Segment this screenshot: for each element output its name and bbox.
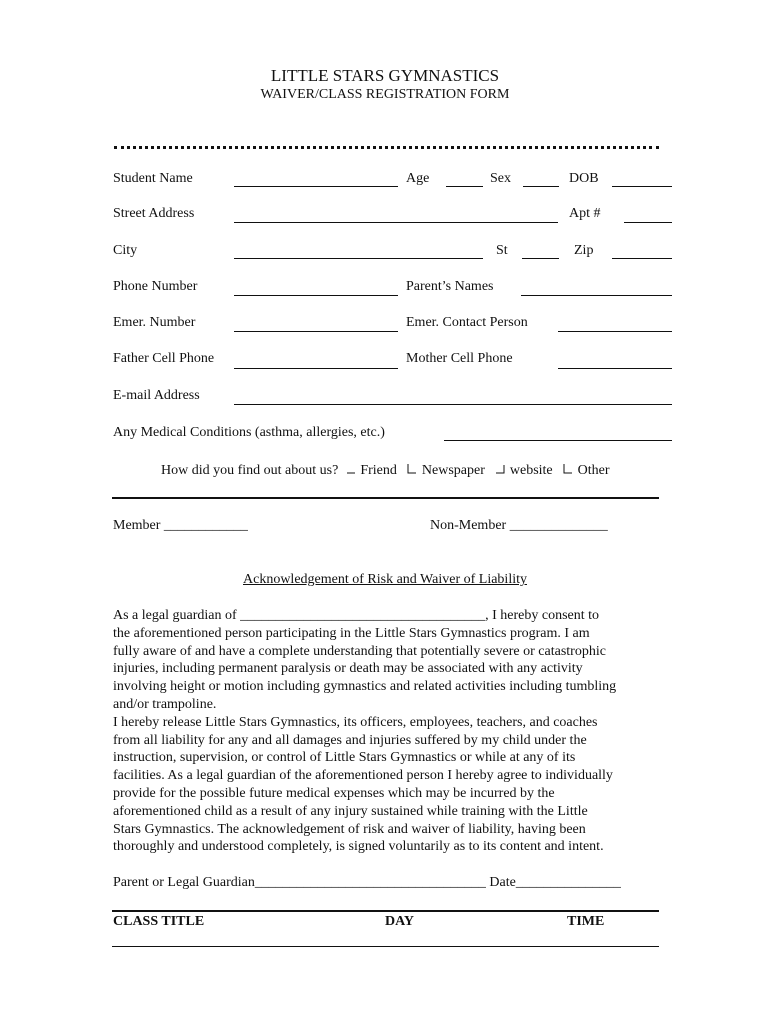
dob-field[interactable] <box>612 186 672 187</box>
waiver-line: fully aware of and have a complete understanding that potentially severe or catastrophic <box>113 643 606 659</box>
zip-field[interactable] <box>612 258 672 259</box>
city-label: City <box>113 243 138 258</box>
website-checkbox-icon[interactable] <box>494 462 506 474</box>
referral-option-friend: Friend <box>360 463 397 478</box>
state-field[interactable] <box>522 258 559 259</box>
sex-label: Sex <box>490 171 511 186</box>
medical-label: Any Medical Conditions (asthma, allergies, etc.) <box>113 425 385 440</box>
non-member-field[interactable]: Non-Member ______________ <box>430 518 608 533</box>
parents-names-field[interactable] <box>521 295 672 296</box>
waiver-line: involving height or motion including gymnastics and related activities including tumbling <box>113 679 617 695</box>
student-name-field[interactable] <box>234 186 398 187</box>
phone-number-field[interactable] <box>234 295 398 296</box>
apt-label: Apt # <box>569 206 601 221</box>
emer-contact-field[interactable] <box>558 331 672 332</box>
signature-line[interactable]: Parent or Legal Guardian_________________________________ Date_______________ <box>113 875 621 890</box>
waiver-line: Stars Gymnastics. The acknowledgement of risk and waiver of liability, having been <box>113 821 586 837</box>
student-name-label: Student Name <box>113 171 193 186</box>
sex-field[interactable] <box>523 186 559 187</box>
emer-number-field[interactable] <box>234 331 398 332</box>
parents-names-label: Parent’s Names <box>406 279 494 294</box>
mother-cell-field[interactable] <box>558 368 672 369</box>
referral-row <box>161 462 610 479</box>
waiver-line: aforementioned child as a result of any injury sustained while training with the Little <box>113 803 588 819</box>
waiver-line: I hereby release Little Stars Gymnastics, its officers, employees, teachers, and coaches <box>113 714 598 730</box>
state-label: St <box>496 243 508 258</box>
email-label: E-mail Address <box>113 388 200 403</box>
day-header: DAY <box>385 914 415 929</box>
waiver-line: injuries, including permanent paralysis or death may be associated with any activity <box>113 661 583 677</box>
member-field[interactable]: Member ____________ <box>113 518 248 533</box>
email-field[interactable] <box>234 404 672 405</box>
apt-field[interactable] <box>624 222 672 223</box>
friend-checkbox-icon[interactable] <box>345 462 357 474</box>
form-subtitle: WAIVER/CLASS REGISTRATION FORM <box>260 87 510 102</box>
street-address-field[interactable] <box>234 222 558 223</box>
other-checkbox-icon[interactable] <box>562 462 574 474</box>
waiver-line: and/or trampoline. <box>113 696 217 712</box>
waiver-line: instruction, supervision, or control of Little Stars Gymnastics or while at any of its <box>113 750 576 766</box>
referral-option-website: website <box>509 463 553 478</box>
zip-label: Zip <box>574 243 594 258</box>
newspaper-checkbox-icon[interactable] <box>406 462 418 474</box>
dob-label: DOB <box>569 171 599 186</box>
waiver-heading: Acknowledgement of Risk and Waiver of Liability <box>243 572 527 587</box>
section-divider <box>112 497 659 499</box>
waiver-line: from all liability for any and all damages and injuries suffered by my child under the <box>113 732 587 748</box>
dotted-separator <box>114 146 659 149</box>
referral-question: How did you find out about us? <box>161 463 339 478</box>
class-title-header: CLASS TITLE <box>113 914 205 929</box>
waiver-line: As a legal guardian of ___________________________________, I hereby consent to <box>113 608 600 623</box>
emer-contact-label: Emer. Contact Person <box>406 315 528 330</box>
waiver-line: provide for the possible future medical expenses which may be incurred by the <box>113 785 555 801</box>
waiver-line: facilities. As a legal guardian of the aforementioned person I hereby agree to individually <box>113 768 613 784</box>
city-field[interactable] <box>234 258 483 259</box>
medical-field[interactable] <box>444 440 672 441</box>
waiver-line: the aforementioned person participating in the Little Stars Gymnastics program. I am <box>113 625 590 641</box>
class-table-row-line[interactable] <box>112 946 659 947</box>
waiver-text <box>113 607 673 856</box>
referral-option-other: Other <box>577 463 610 478</box>
father-cell-label: Father Cell Phone <box>113 351 215 366</box>
time-header: TIME <box>567 914 605 929</box>
waiver-line: thoroughly and understood completely, is signed voluntarily as to its content and intent. <box>113 839 604 855</box>
street-address-label: Street Address <box>113 206 195 221</box>
referral-option-newspaper: Newspaper <box>421 463 485 478</box>
age-label: Age <box>406 171 430 186</box>
emer-number-label: Emer. Number <box>113 315 196 330</box>
age-field[interactable] <box>446 186 483 187</box>
class-table-top-rule <box>112 910 659 912</box>
mother-cell-label: Mother Cell Phone <box>406 351 513 366</box>
form-title: LITTLE STARS GYMNASTICS <box>270 66 500 85</box>
phone-number-label: Phone Number <box>113 279 198 294</box>
father-cell-field[interactable] <box>234 368 398 369</box>
